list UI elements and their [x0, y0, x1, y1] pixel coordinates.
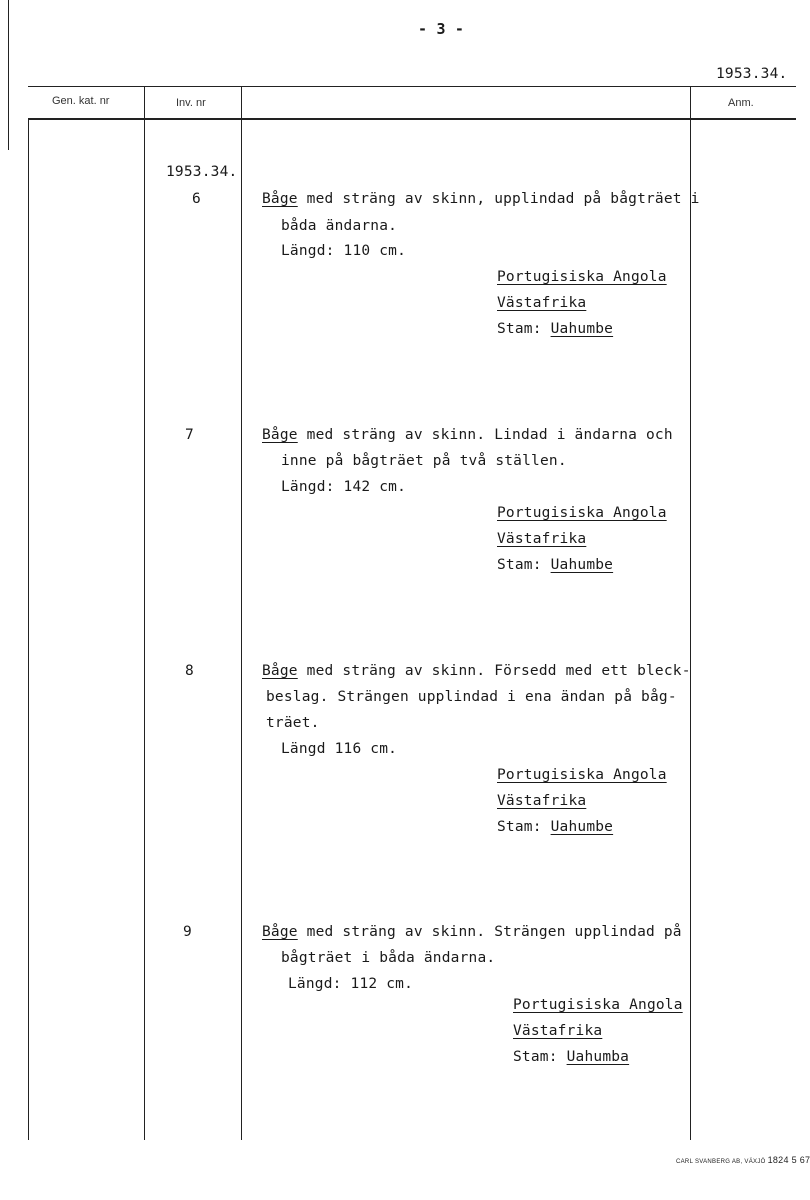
entry-line: Längd: 110 cm.: [281, 243, 407, 259]
stam-value: Uahumba: [566, 1049, 630, 1065]
entry-number: 6: [192, 191, 201, 207]
entry-lead-word: Båge: [262, 427, 298, 443]
origin-stam: [513, 1049, 629, 1065]
origin-region: Portugisiska Angola: [513, 997, 683, 1013]
stam-label: Stam:: [497, 557, 551, 573]
stam-value: Uahumbe: [550, 557, 614, 573]
origin-stam: [497, 557, 613, 573]
form-number: 1824 5 67: [767, 1155, 810, 1165]
entry-line: inne på bågträet på två ställen.: [281, 453, 567, 469]
entry-line-rest: med sträng av skinn. Försedd med ett bleck-: [297, 663, 691, 679]
origin-region: Portugisiska Angola: [497, 767, 667, 783]
header-inv-nr: Inv. nr: [176, 97, 206, 109]
entry-line-rest: med sträng av skinn, upplindad på bågträet i: [297, 191, 700, 207]
entry-lead-word: Båge: [262, 663, 298, 679]
entry-number: 7: [185, 427, 194, 443]
header-anm: Anm.: [728, 97, 754, 109]
entry-line: bågträet i båda ändarna.: [281, 950, 496, 966]
origin-continent: Västafrika: [513, 1023, 603, 1039]
origin-stam: [497, 819, 613, 835]
entry-line: [262, 924, 682, 940]
col-divider-2: [241, 87, 242, 1140]
entry-line: Längd: 142 cm.: [281, 479, 407, 495]
entry-line: träet.: [266, 715, 320, 731]
origin-continent: Västafrika: [497, 531, 587, 547]
page-number: - 3 -: [418, 20, 465, 38]
stam-label: Stam:: [497, 321, 551, 337]
series-label: 1953.34.: [166, 164, 238, 180]
origin-region: Portugisiska Angola: [497, 505, 667, 521]
entry-line: Längd 116 cm.: [281, 741, 398, 757]
entry-lead-word: Båge: [262, 191, 298, 207]
col-divider-3: [690, 87, 691, 1140]
entry-line: [262, 427, 673, 443]
header-gen-kat-nr: Gen. kat. nr: [52, 95, 110, 107]
entry-number: 9: [183, 924, 192, 940]
entry-lead-word: Båge: [262, 924, 298, 940]
stam-value: Uahumbe: [550, 321, 614, 337]
col-divider-1: [144, 87, 145, 1140]
printer-name: CARL SVANBERG AB, VÄXJÖ: [676, 1159, 766, 1165]
entry-line: [262, 191, 700, 207]
stam-label: Stam:: [513, 1049, 567, 1065]
entry-line: beslag. Strängen upplindad i ena ändan på båg-: [266, 689, 677, 705]
entry-number: 8: [185, 663, 194, 679]
origin-stam: [497, 321, 613, 337]
entry-line-rest: med sträng av skinn. Strängen upplindad på: [297, 924, 682, 940]
left-table-edge: [28, 120, 29, 1140]
printer-imprint: [676, 1155, 810, 1165]
origin-continent: Västafrika: [497, 793, 587, 809]
entry-line: [262, 663, 691, 679]
top-right-reference: 1953.34.: [716, 66, 788, 82]
entry-line: Längd: 112 cm.: [288, 976, 414, 992]
entry-line-rest: med sträng av skinn. Lindad i ändarna och: [297, 427, 673, 443]
stam-value: Uahumbe: [550, 819, 614, 835]
origin-region: Portugisiska Angola: [497, 269, 667, 285]
origin-continent: Västafrika: [497, 295, 587, 311]
stam-label: Stam:: [497, 819, 551, 835]
entry-line: båda ändarna.: [281, 218, 398, 234]
left-margin-line: [8, 0, 9, 150]
